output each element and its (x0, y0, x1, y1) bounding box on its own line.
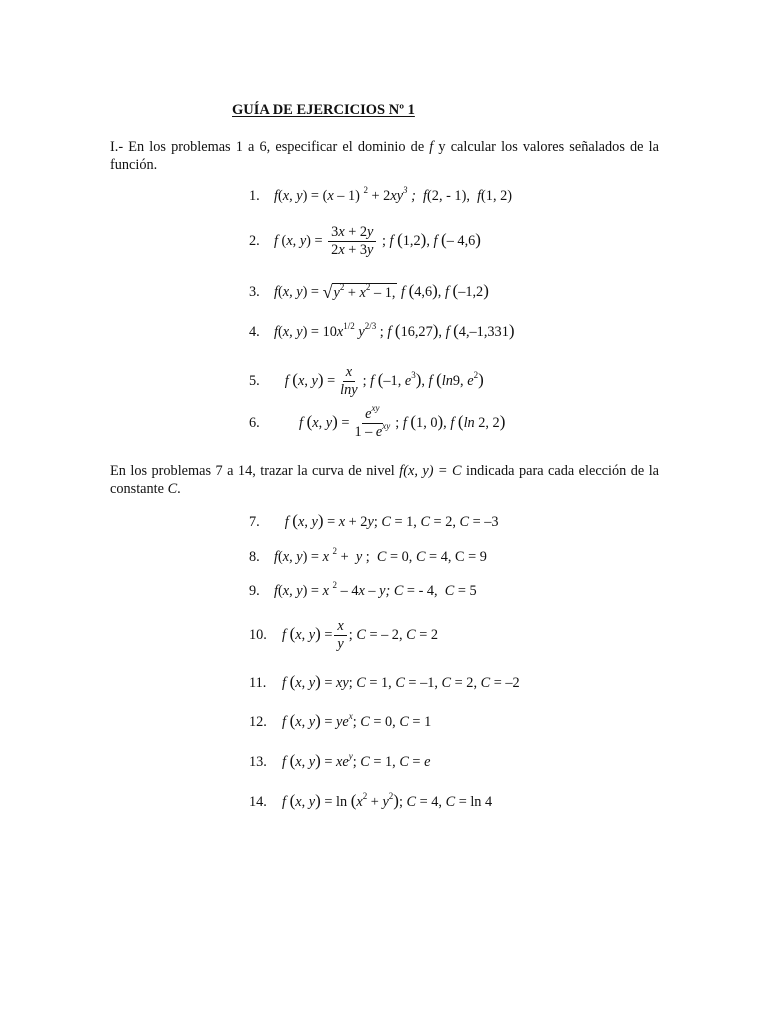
problem-number: 11. (249, 674, 267, 691)
problem-9-expression: f(x, y) = x $^2$ – 4x – y; C = - 4, C = 5 (274, 579, 477, 599)
problem-number: 10. (249, 626, 267, 643)
problem-6-values: ; f (1, 0), f (ln 2, 2) (395, 411, 506, 431)
problem-number: 5. (249, 372, 260, 389)
problem-13-expression: f (x, $y) = xe^y$; C = 1, C = e (282, 750, 431, 770)
problem-11-expression: f (x, y) = xy; C = 1, C = –1, C = 2, C = –2 (282, 671, 520, 691)
square-root-radicand: $y^2 + x^2 - 1$, (333, 281, 396, 301)
problem-12-expression: f (x, $y) = ye^x$; C = 0, C = 1 (282, 710, 432, 730)
problem-5-values: ; f (–1, $e^3$), f (ln9, $e^2$) (362, 369, 484, 389)
problem-number: 14. (249, 793, 267, 810)
intro2-c: C (167, 481, 178, 497)
problem-6-lhs: f (x, y) = (299, 411, 350, 431)
problem-number: 1. (249, 187, 260, 204)
problem-2 (249, 222, 481, 260)
problem-number: 4. (249, 323, 260, 340)
problem-1-expression: f(x, y) = (x – 1) $^2 + 2xy^3$ ; f(2, - 1), f(1, 2) (274, 184, 513, 204)
problem-number: 2. (249, 232, 260, 249)
fraction-numerator: x (334, 619, 346, 636)
problem-14-expression: f (x, $y) = \ln (x^2 + y^2)$; C = 4, C = ln 4 (282, 790, 493, 810)
problem-11 (249, 668, 520, 698)
problem-2-values: ; f (1,2), f (– 4,6) (378, 229, 481, 249)
problem-10-fraction (334, 619, 346, 652)
problem-9 (249, 576, 477, 606)
problem-number: 9. (249, 582, 260, 599)
page-title: GUÍA DE EJERCICIOS Nº 1 (232, 102, 415, 118)
fraction-numerator: x (343, 365, 355, 382)
problem-4-expression: f(x, $y) = 10x^{1/2}$ $y^{2/3}$ ; f (16,27), f (4,–1,331) (274, 320, 515, 340)
problem-10-lhs: f (x, y) = (282, 623, 333, 643)
fraction-numerator: $e^{xy}$ (362, 407, 382, 424)
intro2-c-end: . (177, 481, 181, 497)
intro2-fxy: f(x, y) = C (399, 463, 462, 479)
problem-3-values: f (4,6), f (–1,2) (401, 280, 489, 300)
intro1-f: f (429, 139, 434, 155)
intro1-a: I.- En los problemas 1 a 6, especificar el dominio de (110, 139, 430, 155)
problem-number: 3. (249, 283, 260, 300)
problem-10 (249, 616, 438, 654)
problem-12 (249, 707, 431, 737)
problem-6 (249, 404, 505, 442)
problem-7 (249, 507, 499, 537)
fraction-numerator: 3x + 2y (328, 225, 376, 242)
fraction-denominator: 2x + 3y (331, 241, 374, 258)
problem-8-expression: f(x, y) = x $^2$ + y ; C = 0, C = 4, C = 9 (274, 545, 487, 565)
problem-3-lhs: f(x, y) = (274, 283, 323, 300)
problem-3: 3. f(x, y) = √ $y^2 + x^2 - 1$, f (4,6), f (–1,2) (249, 280, 489, 302)
problem-5-fraction (337, 365, 360, 398)
problem-2-lhs: f (x, y) = (274, 232, 327, 249)
problem-13 (249, 747, 430, 777)
problem-14 (249, 787, 492, 817)
intro2-b: indicada para cada elección de la constante (110, 463, 660, 497)
intro1-b: y calcular los valores señalados de la función. (110, 139, 659, 173)
problem-6-fraction (351, 402, 393, 440)
fraction-denominator: lny (340, 381, 358, 398)
problem-1 (249, 181, 512, 211)
instructions-part-2 (110, 462, 659, 498)
problem-4 (249, 317, 515, 347)
problem-number: 13. (249, 753, 267, 770)
problem-5-lhs: f (x, y) = (284, 369, 336, 389)
problem-number: 8. (249, 548, 260, 565)
problem-number: 7. (249, 513, 260, 530)
instructions-part-1 (110, 138, 659, 174)
problem-8 (249, 542, 487, 572)
problem-2-fraction (328, 225, 376, 258)
fraction-denominator: $1 - e^{xy}$ (354, 420, 391, 440)
problem-10-values: ; C = – 2, C = 2 (348, 626, 439, 643)
problem-5 (249, 362, 484, 400)
problem-7-expression: f (x, y) = x + 2y; C = 1, C = 2, C = –3 (284, 510, 499, 530)
problem-number: 6. (249, 414, 260, 431)
intro2-a: En los problemas 7 a 14, trazar la curva de nivel (110, 463, 400, 479)
problem-number: 12. (249, 713, 267, 730)
fraction-denominator: y (337, 635, 344, 652)
